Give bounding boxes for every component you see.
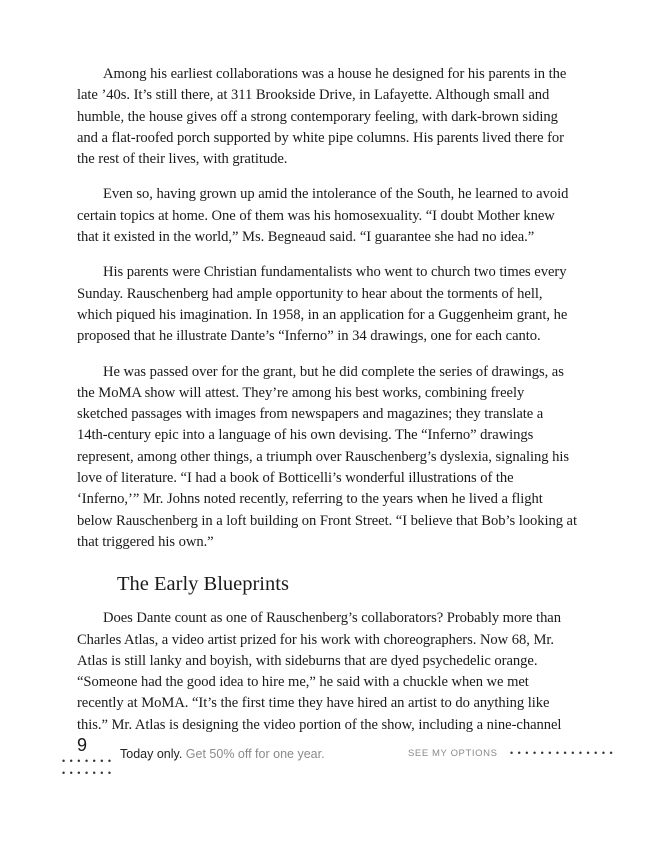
promo-strong-text: Today only. [120, 747, 183, 761]
page-footer [0, 733, 657, 783]
promo-banner[interactable] [120, 747, 325, 761]
section-heading: The Early Blueprints [117, 573, 289, 596]
decorative-dots: • • • • • • • [62, 768, 113, 778]
paragraph: Does Dante count as one of Rauschenberg’s collaborators? Probably more than Charles Atlas, a video artist prized for his work with choreographers. Now 68, Mr. Atlas is still lanky and boyish, with sideburns that are dyed psychedelic orange. “Someone had the good idea to hire me,” he said with a chuckle when we met recently at MoMA. “It’s the first time they have hired an artist to do anything like this.” Mr. Atlas is designing the video portion of the show, including a nine-channel [77, 610, 562, 733]
paragraph: Among his earliest collaborations was a house he designed for his parents in the late ’40s. It’s still there, at 311 Brookside Drive, in Lafayette. Although small and humble, the house gives off a strong contemporary feeling, with dark-brown siding and a flat-roofed porch supported by white pipe columns. His parents lived there for the rest of their lives, with gratitude. [77, 66, 567, 168]
promo-offer-text: Get 50% off for one year. [185, 747, 325, 761]
decorative-dots: • • • • • • • [62, 756, 113, 766]
paragraph: Even so, having grown up amid the intolerance of the South, he learned to avoid certain topics at home. One of them was his homosexuality. “I doubt Mother knew that it existed in the world,” Ms. Begneaud said. “I guarantee she had no idea.” [77, 186, 569, 246]
paragraph: His parents were Christian fundamentalists who went to church two times every Sunday. Rauschenberg had ample opportunity to hear about the torments of hell, which piqued his imagination. In 1958, in an application for a Guggenheim grant, he proposed that he illustrate Dante’s “Inferno” in 34 drawings, one for each canto. [77, 264, 568, 345]
decorative-dots: • • • • • • • • • • • • • • [510, 748, 614, 758]
paragraph: He was passed over for the grant, but he did complete the series of drawings, as the MoMA show will attest. They’re among his best works, combining freely sketched passages with images from newspapers and magazines; they translate a 14th-century epic into a language of his own devising. The “Inferno” drawings represent, among other things, a triumph over Rauschenberg’s dyslexia, signaling his love of literature. “I had a book of Botticelli’s wonderful illustrations of the ‘Inferno,’” Mr. Johns noted recently, referring to the years when he lived a flight below Rauschenberg in a loft building on Front Street. “I believe that Bob’s looking at that triggered his own.” [77, 363, 577, 550]
see-options-link[interactable]: SEE MY OPTIONS [408, 748, 498, 759]
page-number: 9 [77, 735, 88, 755]
article-body [77, 64, 577, 750]
